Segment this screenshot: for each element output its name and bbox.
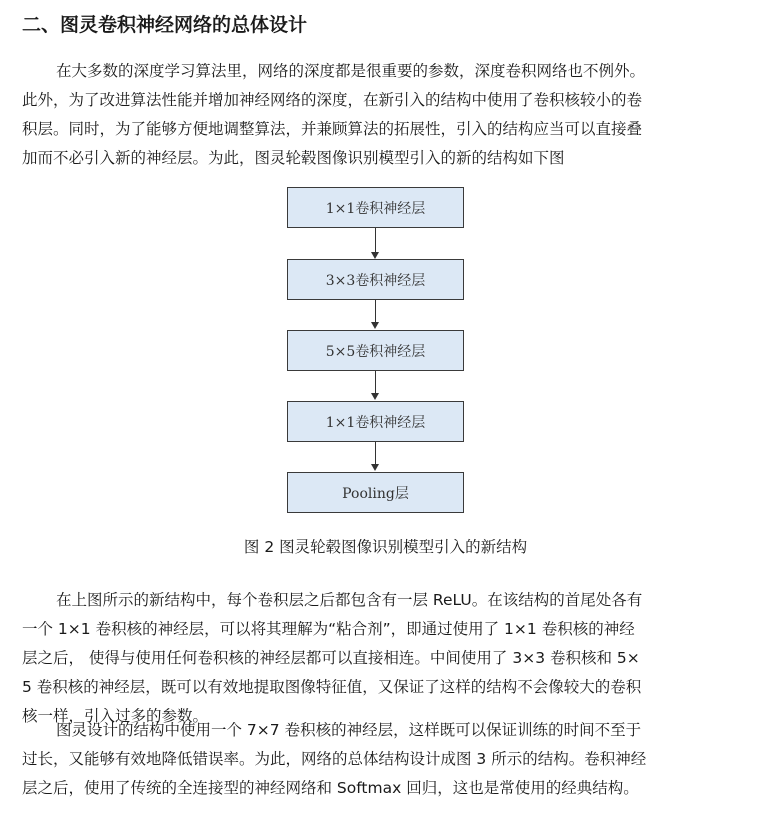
flow-node-conv-1x1-bottom: 1×1卷积神经层 <box>287 401 464 442</box>
paragraph-line: 过长，又能够有效地降低错误率。为此，网络的总体结构设计成图 3 所示的结构。卷积神经 <box>22 750 647 768</box>
paragraph-line: 5 卷积核的神经层，既可以有效地提取图像特征值，又保证了这样的结构不会像较大的卷积 <box>22 678 642 696</box>
arrow-down-icon <box>371 464 379 471</box>
paragraph-line: 此外，为了改进算法性能并增加神经网络的深度，在新引入的结构中使用了卷积核较小的卷 <box>22 91 643 109</box>
flow-node-conv-5x5: 5×5卷积神经层 <box>287 330 464 371</box>
paragraph-line: 在上图所示的新结构中，每个卷积层之后都包含有一层 ReLU。在该结构的首尾处各有 <box>56 591 643 609</box>
paragraph-line: 在大多数的深度学习算法里，网络的深度都是很重要的参数，深度卷积网络也不例外。 <box>56 62 646 80</box>
paragraph-line: 图灵设计的结构中使用一个 7×7 卷积核的神经层，这样既可以保证训练的时间不至于 <box>56 721 642 739</box>
flow-connector <box>375 371 376 394</box>
paragraph-line: 加而不必引入新的神经层。为此，图灵轮毂图像识别模型引入的新的结构如下图 <box>22 149 565 167</box>
paragraph-line: 层之后， 使得与使用任何卷积核的神经层都可以直接相连。中间使用了 3×3 卷积核和 5× <box>22 649 640 667</box>
flow-connector <box>375 442 376 465</box>
flow-connector <box>375 300 376 323</box>
arrow-down-icon <box>371 393 379 400</box>
paragraph-line: 核一样，引入过多的参数。 <box>22 707 209 725</box>
arrow-down-icon <box>371 322 379 329</box>
paragraph-line: 层之后，使用了传统的全连接型的神经网络和 Softmax 回归，这也是常使用的经典结构。 <box>22 779 639 797</box>
paragraph-line: 一个 1×1 卷积核的神经层，可以将其理解为“粘合剂”，即通过使用了 1×1 卷积核的神经 <box>22 620 635 638</box>
paragraph-structure-explanation <box>22 586 748 731</box>
paragraph-line: 积层。同时，为了能够方便地调整算法，并兼顾算法的拓展性，引入的结构应当可以直接叠 <box>22 120 643 138</box>
flow-connector <box>375 228 376 253</box>
paragraph-overall-design <box>22 716 748 803</box>
section-heading: 二、图灵卷积神经网络的总体设计 <box>22 14 308 36</box>
figure-caption: 图 2 图灵轮毂图像识别模型引入的新结构 <box>243 538 528 556</box>
arrow-down-icon <box>371 252 379 259</box>
flow-node-conv-1x1-top: 1×1卷积神经层 <box>287 187 464 228</box>
flow-node-conv-3x3: 3×3卷积神经层 <box>287 259 464 300</box>
flow-node-pooling: Pooling层 <box>287 472 464 513</box>
paragraph-intro <box>22 57 748 173</box>
